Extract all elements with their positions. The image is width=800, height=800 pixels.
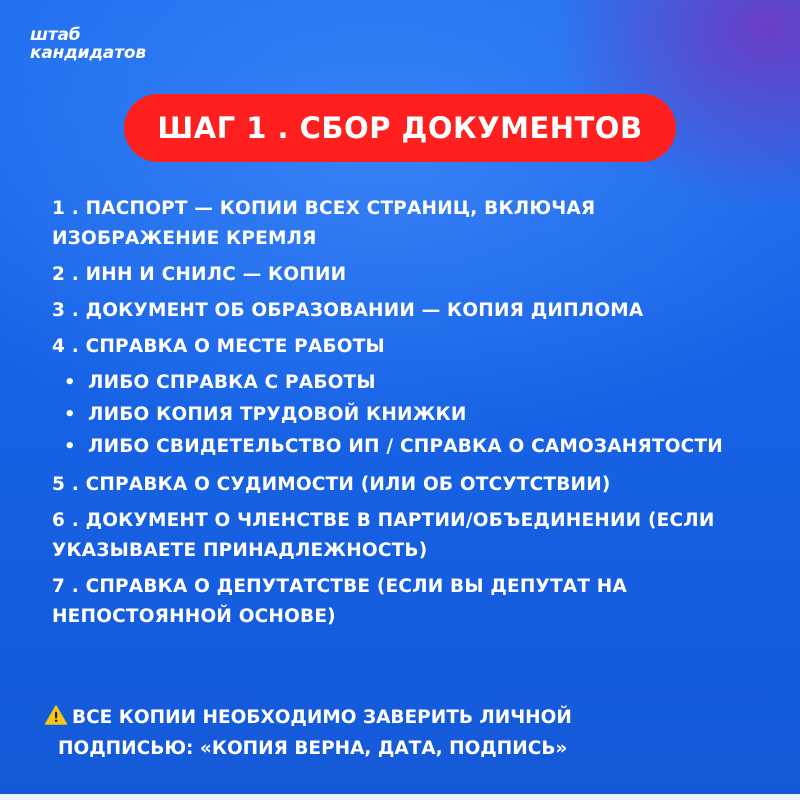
bullet-icon: • [64, 404, 76, 425]
list-item-3: 3 . ДОКУМЕНТ ОБ ОБРАЗОВАНИИ — КОПИЯ ДИПЛОМА [52, 300, 644, 321]
documents-list [52, 194, 752, 638]
sub-item-text: ЛИБО СПРАВКА С РАБОТЫ [88, 372, 376, 393]
warning-text-line-1: ВСЕ КОПИИ НЕОБХОДИМО ЗАВЕРИТЬ ЛИЧНОЙ [72, 707, 572, 728]
logo-line-2: кандидатов [30, 43, 146, 63]
title-badge [124, 94, 676, 162]
list-item-5: 5 . СПРАВКА О СУДИМОСТИ (ИЛИ ОБ ОТСУТСТВИИ) [52, 474, 611, 495]
warning-note [44, 702, 684, 764]
bullet-icon: • [64, 436, 76, 457]
warning-text-line-2: ПОДПИСЬЮ: «КОПИЯ ВЕРНА, ДАТА, ПОДПИСЬ» [58, 738, 568, 759]
sub-item-text: ЛИБО СВИДЕТЕЛЬСТВО ИП / СПРАВКА О САМОЗАНЯТОСТИ [88, 436, 723, 457]
sub-item-2 [52, 400, 752, 430]
brand-logo [30, 26, 146, 62]
warning-icon [44, 705, 68, 725]
bullet-icon: • [64, 372, 76, 393]
list-item-6: 6 . ДОКУМЕНТ О ЧЛЕНСТВЕ В ПАРТИИ/ОБЪЕДИНЕНИИ (ЕСЛИ УКАЗЫВАЕТЕ ПРИНАДЛЕЖНОСТЬ) [52, 510, 715, 561]
list-item-7: 7 . СПРАВКА О ДЕПУТАТСТВЕ (ЕСЛИ ВЫ ДЕПУТАТ НА НЕПОСТОЯННОЙ ОСНОВЕ) [52, 576, 627, 627]
bottom-divider [0, 794, 800, 800]
logo-line-1: штаб [30, 25, 81, 45]
sub-item-text: ЛИБО КОПИЯ ТРУДОВОЙ КНИЖКИ [88, 404, 467, 425]
page-title: ШАГ 1 . СБОР ДОКУМЕНТОВ [157, 111, 643, 145]
sub-item-1 [52, 368, 752, 398]
list-item-2: 2 . ИНН И СНИЛС — КОПИИ [52, 264, 347, 285]
list-item-1: 1 . ПАСПОРТ — КОПИИ ВСЕХ СТРАНИЦ, ВКЛЮЧАЯ ИЗОБРАЖЕНИЕ КРЕМЛЯ [52, 198, 596, 249]
sub-item-3 [52, 432, 752, 462]
list-item-4: 4 . СПРАВКА О МЕСТЕ РАБОТЫ [52, 336, 385, 357]
